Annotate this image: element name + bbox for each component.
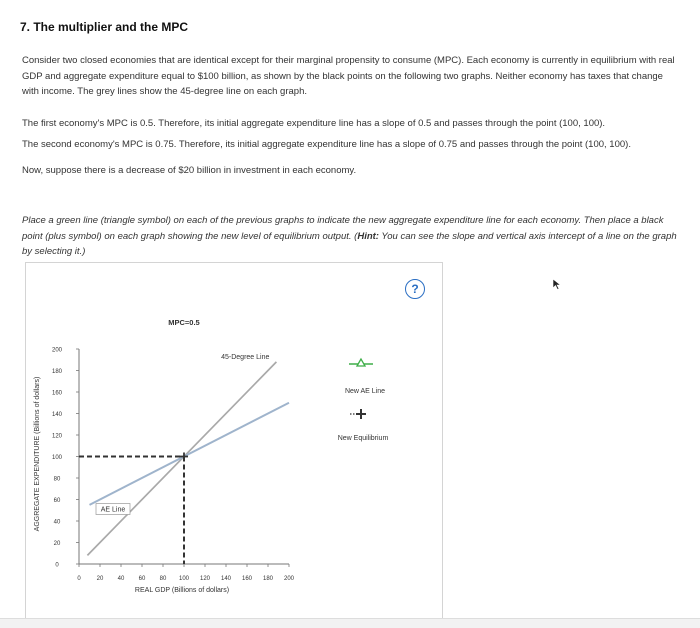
legend-new-equilibrium-icon[interactable] bbox=[350, 409, 366, 419]
x-tick-label: 140 bbox=[220, 576, 232, 582]
y-tick-label: 200 bbox=[51, 347, 63, 354]
x-tick-label: 180 bbox=[262, 576, 274, 582]
hint-text: You can see the slope and vertical axis intercept of a line on the graph by selecting it.) bbox=[22, 230, 677, 257]
y-tick-label: 20 bbox=[53, 541, 61, 547]
y-axis-label: AGGREGATE EXPENDITURE (Billions of dollars) bbox=[34, 376, 41, 532]
x-tick-label: 100 bbox=[178, 576, 190, 582]
y-tick-label: 100 bbox=[51, 455, 63, 461]
y-tick-label: 120 bbox=[51, 433, 63, 440]
ae-chart[interactable] bbox=[27, 266, 434, 613]
x-tick-label: 60 bbox=[138, 576, 146, 582]
legend-new-equilibrium-label: New Equilibrium bbox=[337, 435, 389, 442]
x-tick-label: 80 bbox=[159, 576, 167, 582]
triangle-icon[interactable] bbox=[357, 359, 365, 366]
instruction-text: Place a green line (triangle symbol) on each of the previous graphs to indicate the new aggregate expenditure line for each economy. Then place a black point (plus symbol) on each graph showing the new level of equilibrium output. ( bbox=[22, 215, 664, 242]
first-economy-paragraph: The first economy's MPC is 0.5. Therefore, its initial aggregate expenditure line has a slope of 0.5 and passes through the point (100, 100). bbox=[22, 118, 606, 129]
ae-line-label: AE Line bbox=[100, 506, 126, 514]
legend-new-ae-label: New AE Line bbox=[344, 388, 386, 395]
x-tick-label: 40 bbox=[117, 576, 125, 582]
degree-45-line-label: 45-Degree Line bbox=[221, 354, 270, 362]
help-button[interactable]: ? bbox=[405, 279, 425, 299]
mouse-cursor-icon bbox=[552, 278, 562, 290]
legend bbox=[338, 359, 389, 442]
question-title: 7. The multiplier and the MPC bbox=[20, 20, 189, 34]
x-tick-label: 160 bbox=[241, 576, 253, 582]
x-tick-label: 0 bbox=[77, 576, 81, 582]
x-tick-label: 20 bbox=[96, 576, 104, 582]
ae-line[interactable] bbox=[90, 403, 290, 505]
chart-title: MPC=0.5 bbox=[168, 318, 200, 327]
hint-label: Hint: bbox=[357, 230, 379, 242]
y-tick-label: 180 bbox=[51, 369, 63, 375]
intro-paragraph: Consider two closed economies that are identical except for their marginal propensity to consume (MPC). Each economy is currently in equilibrium with real GDP and aggregate expenditure equal to $100 billion, as shown by the black points on the following two graphs. Neither economy has taxes that change with income. The grey lines show the 45-degree line on each graph. bbox=[22, 55, 675, 97]
y-tick-label: 160 bbox=[51, 390, 63, 397]
y-tick-label: 60 bbox=[53, 498, 61, 504]
second-economy-paragraph: The second economy's MPC is 0.75. Therefore, its initial aggregate expenditure line has a slope of 0.75 and passes through the point (100, 100). bbox=[22, 139, 631, 150]
x-tick-label: 200 bbox=[283, 576, 295, 582]
x-tick-label: 120 bbox=[199, 576, 211, 582]
y-tick-label: 40 bbox=[53, 519, 61, 526]
investment-change-paragraph: Now, suppose there is a decrease of $20 billion in investment in each economy. bbox=[22, 165, 357, 176]
y-tick-label: 80 bbox=[53, 476, 61, 483]
graph-instructions bbox=[22, 213, 677, 260]
x-axis-label: REAL GDP (Billions of dollars) bbox=[134, 587, 230, 594]
y-tick-label: 140 bbox=[51, 412, 63, 418]
y-tick-label: 0 bbox=[55, 562, 59, 569]
